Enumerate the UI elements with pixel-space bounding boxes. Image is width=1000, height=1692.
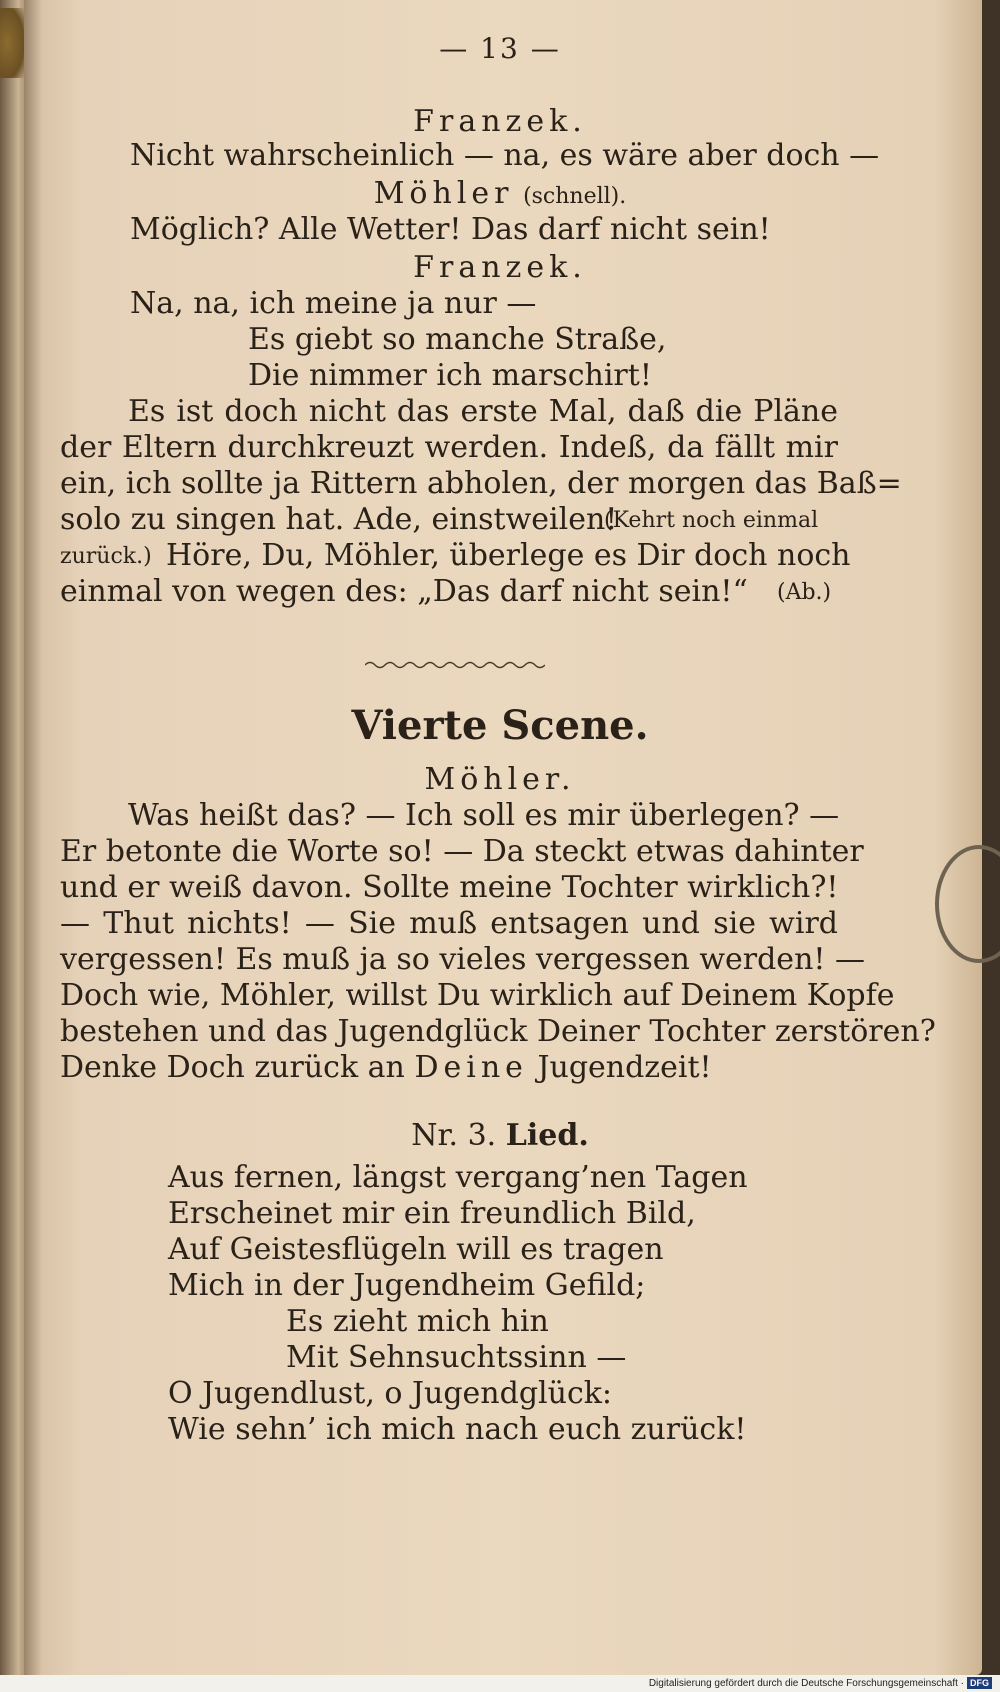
song-verse: Es zieht mich hin [286, 1304, 549, 1339]
song-verse: O Jugendlust, o Jugendglück: [168, 1376, 613, 1411]
song-verse: Wie sehn’ ich mich nach euch zurück! [168, 1412, 747, 1447]
speaker-franzek: Franzek. [413, 104, 587, 139]
song-verse: Mit Sehnsuchtssinn — [286, 1340, 627, 1375]
text-line: solo zu singen hat. Ade, einstweilen! [60, 502, 618, 537]
dfg-logo: DFG [967, 1677, 992, 1689]
emphasized-word: Deine [414, 1050, 528, 1085]
speaker-moehler: Möhler [373, 176, 514, 211]
digitization-footer [0, 1675, 1000, 1692]
stage-direction: (Kehrt noch einmal [604, 508, 819, 533]
stage-direction: (schnell). [523, 184, 627, 209]
text-line: Was heißt das? — Ich soll es mir überlegen? — [128, 798, 840, 833]
speaker-moehler: Möhler. [424, 762, 576, 797]
text-line: und er weiß davon. Sollte meine Tochter wirklich?! [60, 870, 839, 905]
verse-line: Die nimmer ich marschirt! [248, 358, 652, 393]
text-line: vergessen! Es muß ja so vieles vergessen werden! — [60, 942, 865, 977]
song-title: Lied. [505, 1118, 589, 1153]
text-line: Möglich? Alle Wetter! Das darf nicht sein! [130, 212, 771, 247]
text-line: einmal von wegen des: „Das darf nicht sein!“ [60, 574, 748, 609]
song-number: Nr. 3. [411, 1118, 497, 1153]
text-line: Nicht wahrscheinlich — na, es wäre aber doch — [130, 138, 880, 173]
footer-text: Digitalisierung gefördert durch die Deutsche Forschungsgemeinschaft · [648, 1678, 964, 1689]
song-verse: Aus fernen, längst vergang’nen Tagen [168, 1160, 748, 1195]
text-line: Er betonte die Worte so! — Da steckt etwas dahinter [60, 834, 864, 869]
text-line: der Eltern durchkreuzt werden. Indeß, da fällt mir [60, 430, 838, 465]
verse-line: Es giebt so manche Straße, [248, 322, 667, 357]
text-line: — Thut nichts! — Sie muß entsagen und sie wird [60, 906, 838, 941]
scene-heading: Vierte Scene. [351, 702, 649, 749]
stage-direction: zurück.) [60, 544, 152, 569]
text-line: bestehen und das Jugendglück Deiner Tochter zerstören? [60, 1014, 936, 1049]
speaker-franzek: Franzek. [413, 250, 587, 285]
text-line: Na, na, ich meine ja nur — [130, 286, 537, 321]
text-line [60, 1050, 712, 1085]
text-line: Höre, Du, Möhler, überlege es Dir doch noch [166, 538, 851, 573]
page-number: — 13 — [439, 32, 561, 65]
song-heading [0, 1118, 1000, 1153]
song-verse: Auf Geistesflügeln will es tragen [168, 1232, 664, 1267]
text-line: Es ist doch nicht das erste Mal, daß die Pläne [128, 394, 838, 429]
text-line: Doch wie, Möhler, willst Du wirklich auf Deinem Kopfe [60, 978, 895, 1013]
text-fragment: Jugendzeit! [537, 1050, 712, 1085]
text-fragment: Denke Doch zurück an [60, 1050, 405, 1085]
text-line: ein, ich sollte ja Rittern abholen, der morgen das Baß= [60, 466, 902, 501]
song-verse: Mich in der Jugendheim Gefild; [168, 1268, 646, 1303]
stage-direction: (Ab.) [777, 580, 832, 605]
song-verse: Erscheinet mir ein freundlich Bild, [168, 1196, 696, 1231]
speaker-line [0, 176, 1000, 211]
ornament-divider [365, 658, 545, 672]
